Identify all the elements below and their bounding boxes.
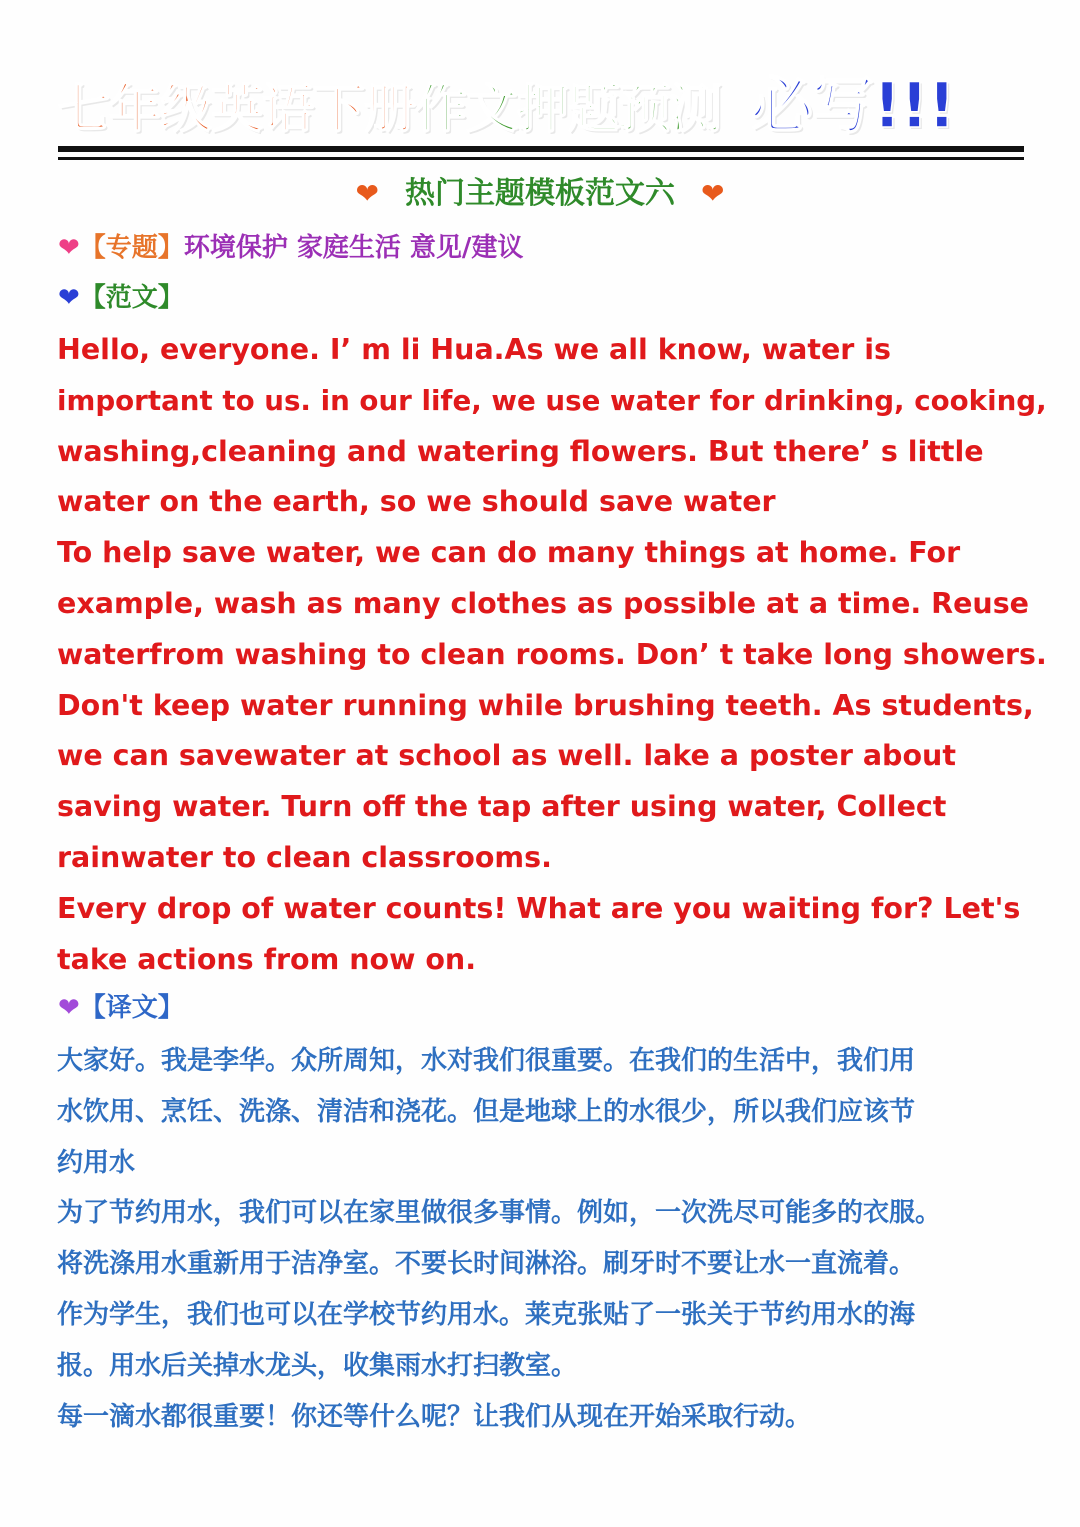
essay-line: water on the earth, so we should save water — [57, 485, 776, 519]
title-part-must-write: 必写!!! — [751, 69, 955, 142]
essay-line: Don't keep water running while brushing teeth. As students, — [57, 688, 1034, 722]
essay-line: example, wash as many clothes as possible at a time. Reuse — [57, 586, 1030, 620]
translation-line: 水饮用、烹饪、洗涤、清洁和浇花。但是地球上的水很少，所以我们应该节 — [57, 1096, 916, 1127]
essay-body — [57, 325, 1047, 985]
page-title — [58, 62, 1028, 150]
subtitle-text: 热门主题模板范文六 — [405, 176, 675, 211]
topic-value: 环境保护 家庭生活 意见/建议 — [183, 233, 524, 263]
subtitle — [0, 172, 1080, 216]
topic-label: 【专题】 — [79, 233, 184, 263]
heart-icon: ❤ — [58, 283, 80, 313]
essay-line: washing,cleaning and watering flowers. But there’ s little — [57, 434, 984, 468]
title-part-prediction: 作文押题预测 — [415, 80, 722, 140]
essay-line: take actions from now on. — [57, 942, 477, 976]
translation-body — [57, 1036, 1047, 1442]
translation-line: 报。用水后关掉水龙头，收集雨水打扫教室。 — [57, 1350, 578, 1381]
translation-label: 【译文】 — [79, 993, 184, 1023]
title-divider-thick — [58, 146, 1024, 152]
heart-icon: ❤ — [355, 177, 379, 210]
essay-label: 【范文】 — [79, 283, 184, 313]
essay-line: rainwater to clean classrooms. — [57, 840, 552, 874]
topic-row — [58, 228, 523, 268]
translation-line: 约用水 — [57, 1147, 136, 1178]
translation-line: 每一滴水都很重要！你还等什么呢？让我们从现在开始采取行动。 — [57, 1401, 812, 1432]
essay-line: To help save water, we can do many things at home. For — [57, 536, 961, 570]
translation-line: 将洗涤用水重新用于洁净室。不要长时间淋浴。刷牙时不要让水一直流着。 — [57, 1249, 916, 1280]
essay-line: Hello, everyone. I’ m li Hua.As we all know, water is — [57, 333, 892, 366]
translation-line: 作为学生，我们也可以在学校节约用水。莱克张贴了一张关于节约用水的海 — [57, 1299, 916, 1330]
translation-line: 大家好。我是李华。众所周知，水对我们很重要。在我们的生活中，我们用 — [57, 1046, 916, 1076]
essay-line: saving water. Turn off the tap after using water, Collect — [57, 790, 947, 824]
essay-label-row — [58, 278, 184, 318]
essay-line: important to us. in our life, we use water for drinking, cooking, — [57, 383, 1047, 417]
essay-line: waterfrom washing to clean rooms. Don’ t take long showers. — [57, 637, 1047, 671]
essay-line: we can savewater at school as well. lake a poster about — [57, 739, 956, 773]
essay-line: Every drop of water counts! What are you waiting for? Let's — [57, 891, 1021, 925]
heart-icon: ❤ — [58, 233, 80, 263]
heart-icon: ❤ — [58, 993, 80, 1023]
translation-label-row — [58, 988, 184, 1028]
heart-icon: ❤ — [701, 177, 725, 210]
title-part-grade: 七年级英语下册 — [58, 80, 416, 140]
title-divider-thin — [58, 157, 1024, 160]
translation-line: 为了节约用水，我们可以在家里做很多事情。例如，一次洗尽可能多的衣服。 — [57, 1198, 942, 1229]
